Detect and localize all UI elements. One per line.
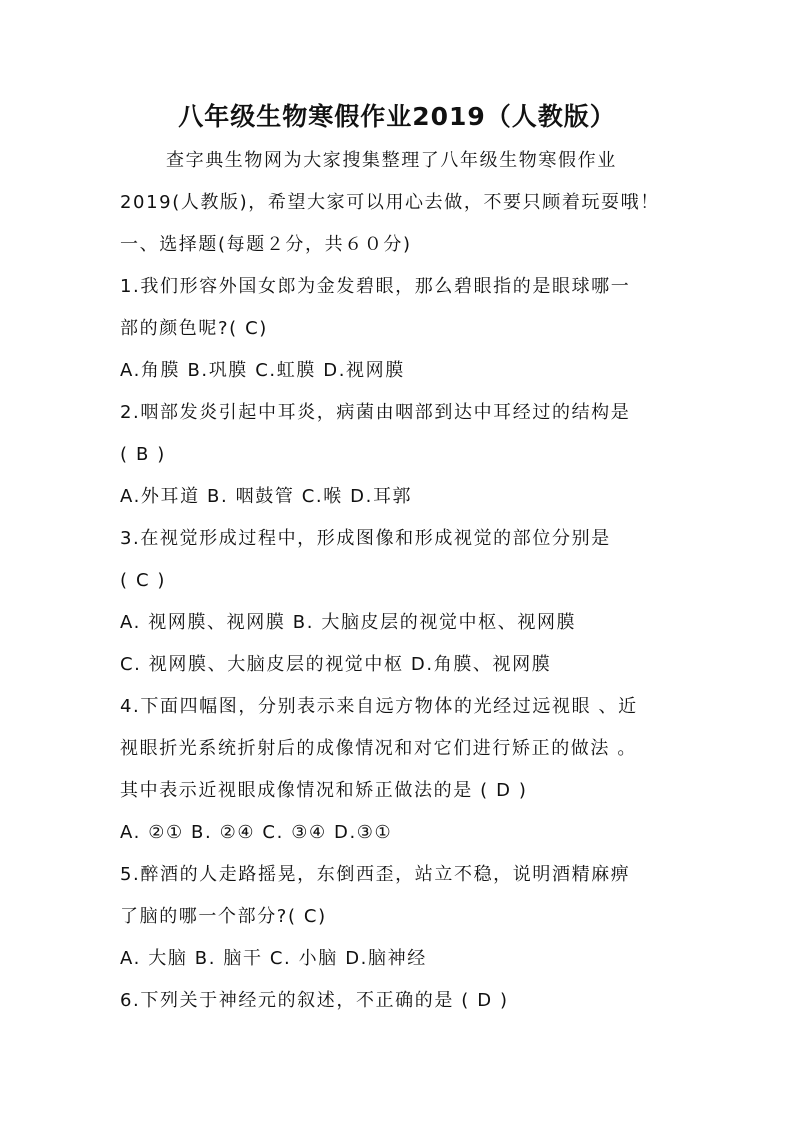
question-5-line-1: 5.醉酒的人走路摇晃，东倒西歪，站立不稳，说明酒精麻痹 bbox=[120, 864, 631, 885]
document-body bbox=[120, 140, 680, 1022]
document-title: 八年级生物寒假作业2019（人教版） bbox=[178, 102, 616, 131]
section-heading: 一、选择题(每题２分，共６０分) bbox=[120, 234, 412, 255]
question-2-line-1: 2.咽部发炎引起中耳炎，病菌由咽部到达中耳经过的结构是 bbox=[120, 402, 631, 423]
question-5-options: A. 大脑 B. 脑干 C. 小脑 D.脑神经 bbox=[120, 948, 427, 969]
question-1-line-2: 部的颜色呢?( C) bbox=[120, 318, 268, 339]
question-3-line-2: ( C ) bbox=[120, 570, 167, 591]
question-3-options-2: C. 视网膜、大脑皮层的视觉中枢 D.角膜、视网膜 bbox=[120, 654, 552, 675]
question-4-line-2: 视眼折光系统折射后的成像情况和对它们进行矫正的做法 。 bbox=[120, 738, 637, 759]
question-5-line-2: 了脑的哪一个部分?( C) bbox=[120, 906, 327, 927]
question-2-line-2: ( B ) bbox=[120, 444, 166, 465]
question-4-options: A. ②① B. ②④ C. ③④ D.③① bbox=[120, 822, 393, 843]
question-1-options: A.角膜 B.巩膜 C.虹膜 D.视网膜 bbox=[120, 360, 405, 381]
intro-line-2: 2019(人教版)，希望大家可以用心去做，不要只顾着玩耍哦！ bbox=[120, 192, 660, 213]
question-2-options: A.外耳道 B. 咽鼓管 C.喉 D.耳郭 bbox=[120, 486, 413, 507]
question-3-options-1: A. 视网膜、视网膜 B. 大脑皮层的视觉中枢、视网膜 bbox=[120, 612, 577, 633]
question-1-line-1: 1.我们形容外国女郎为金发碧眼，那么碧眼指的是眼球哪一 bbox=[120, 276, 631, 297]
question-6-line-1: 6.下列关于神经元的叙述，不正确的是 ( D ) bbox=[120, 990, 509, 1011]
question-4-line-1: 4.下面四幅图，分别表示来自远方物体的光经过远视眼 、近 bbox=[120, 696, 638, 717]
question-4-line-3: 其中表示近视眼成像情况和矫正做法的是 ( D ) bbox=[120, 780, 528, 801]
question-3-line-1: 3.在视觉形成过程中，形成图像和形成视觉的部位分别是 bbox=[120, 528, 611, 549]
intro-line-1: 查字典生物网为大家搜集整理了八年级生物寒假作业 bbox=[166, 150, 617, 171]
